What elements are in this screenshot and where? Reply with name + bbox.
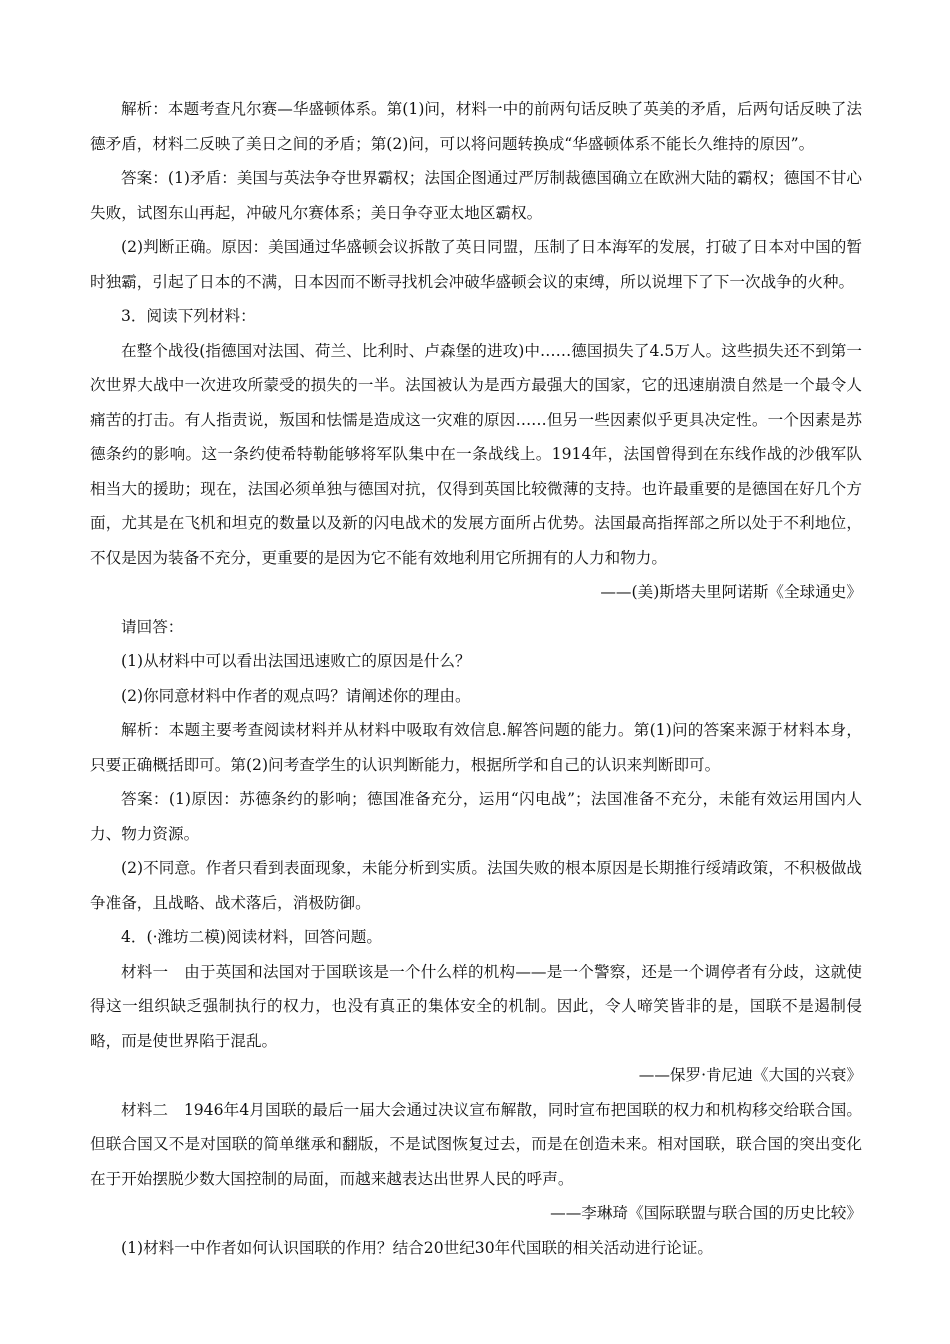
analysis-paragraph: 解析：本题考查凡尔赛—华盛顿体系。第(1)问，材料一中的前两句话反映了英美的矛盾，后两句话反映了法德矛盾，材料二反映了美日之间的矛盾；第(2)问，可以将问题转换成“华盛顿体系不能长久维持的原因”。	[90, 100, 862, 153]
source-citation: ——(美)斯塔夫里阿诺斯《全球通史》	[600, 583, 862, 601]
question-4-heading: 4．(·潍坊二模)阅读材料，回答问题。	[121, 928, 382, 946]
answer-part-2: (2)判断正确。原因：美国通过华盛顿会议拆散了英日同盟，压制了日本海军的发展，打破了日本对中国的暂时独霸，引起了日本的不满，日本因而不断寻找机会冲破华盛顿会议的束缚，所以说埋下了下一次战争的火种。	[90, 238, 862, 291]
question-part-2: (2)你同意材料中作者的观点吗？请阐述你的理由。	[121, 686, 471, 705]
answer-part-2: (2)不同意。作者只看到表面现象，未能分析到实质。法国失败的根本原因是长期推行绥靖政策，不积极做战争准备，且战略、战术落后，消极防御。	[90, 859, 862, 912]
answer-paragraph: 答案：(1)原因：苏德条约的影响；德国准备充分，运用“闪电战”；法国准备不充分，未能有效运用国内人力、物力资源。	[90, 790, 862, 843]
analysis-paragraph: 解析：本题主要考查阅读材料并从材料中吸取有效信息.解答问题的能力。第(1)问的答案来源于材料本身，只要正确概括即可。第(2)问考查学生的认识判断能力，根据所学和自己的认识来判断即可。	[90, 721, 862, 774]
material-two: 材料二 1946年4月国联的最后一届大会通过决议宣布解散，同时宣布把国联的权力和机构移交给联合国。但联合国又不是对国联的简单继承和翻版，不是试图恢复过去，而是在创造未来。相对国联，联合国的突出变化在于开始摆脱少数大国控制的局面，而越来越表达出世界人民的呼声。	[90, 1100, 862, 1188]
source-citation: ——李琳琦《国际联盟与联合国的历史比较》	[550, 1204, 862, 1222]
source-citation: ——保罗·肯尼迪《大国的兴衰》	[638, 1066, 862, 1084]
question-part-1: (1)从材料中可以看出法国迅速败亡的原因是什么？	[121, 652, 471, 670]
material-text: 在整个战役(指德国对法国、荷兰、比利时、卢森堡的进攻)中……德国损失了4.5万人。这些损失还不到第一次世界大战中一次进攻所蒙受的损失的一半。法国被认为是西方最强大的国家，它的迅速崩溃自然是一个最令人痛苦的打击。有人指责说，叛国和怯懦是造成这一灾难的原因……但另一些因素似乎更具决定性。一个因素是苏德条约的影响。这一条约使希特勒能够将军队集中在一条战线上。1914年，法国曾得到在东线作战的沙俄军队相当大的援助；现在，法国必须单独与德国对抗，仅得到英国比较微薄的支持。也许最重要的是德国在好几个方面，尤其是在飞机和坦克的数量以及新的闪电战术的发展方面所占优势。法国最高指挥部之所以处于不利地位，不仅是因为装备不充分，更重要的是因为它不能有效地利用它所拥有的人力和物力。	[90, 341, 862, 567]
document-page	[90, 92, 862, 1265]
question-prompt: 请回答：	[121, 617, 184, 636]
question-3-heading: 3．阅读下列材料：	[121, 307, 256, 325]
question-part-1: (1)材料一中作者如何认识国联的作用？结合20世纪30年代国联的相关活动进行论证。	[121, 1238, 713, 1257]
answer-paragraph: 答案：(1)矛盾：美国与英法争夺世界霸权；法国企图通过严厉制裁德国确立在欧洲大陆的霸权；德国不甘心失败，试图东山再起，冲破凡尔赛体系；美日争夺亚太地区霸权。	[90, 169, 862, 222]
material-one: 材料一 由于英国和法国对于国联该是一个什么样的机构——是一个警察，还是一个调停者有分歧，这就使得这一组织缺乏强制执行的权力，也没有真正的集体安全的机制。因此，令人啼笑皆非的是，国联不是遏制侵略，而是使世界陷于混乱。	[90, 962, 862, 1050]
